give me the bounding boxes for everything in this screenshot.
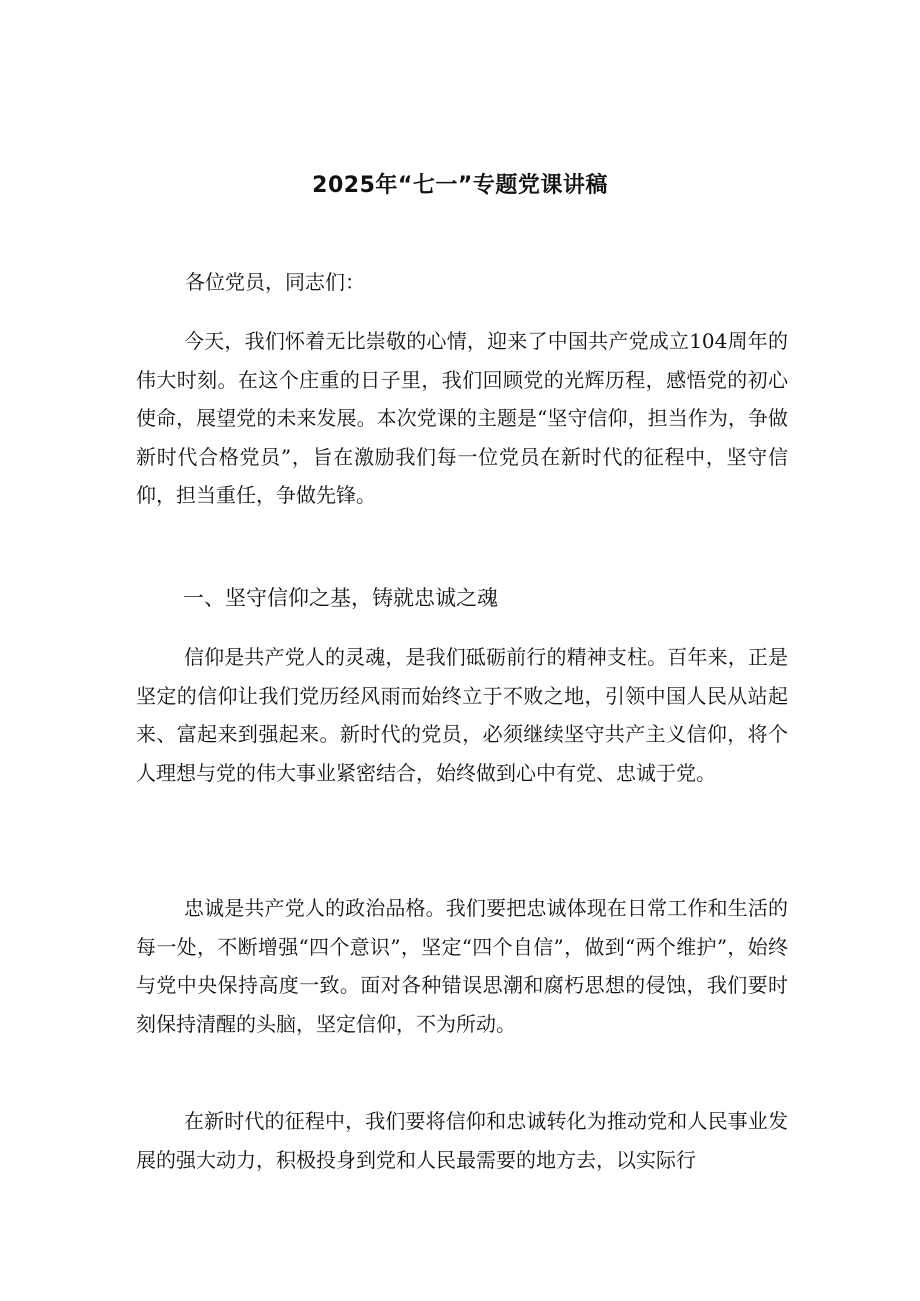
body-paragraph: 信仰是共产党人的灵魂，是我们砥砺前行的精神支柱。百年来，正是坚定的信仰让我们党历经风雨而始终立于不败之地，引领中国人民从站起来、富起来到强起来。新时代的党员，必须继续坚守共产主义信仰，将个人理想与党的伟大事业紧密结合，始终做到心中有党、忠诚于党。 xyxy=(136,645,788,785)
section-heading: 一、坚守信仰之基，铸就忠诚之魂 xyxy=(183,586,498,610)
body-paragraph: 忠诚是共产党人的政治品格。我们要把忠诚体现在日常工作和生活的每一处，不断增强“四个意识”，坚定“四个自信”，做到“两个维护”，始终与党中央保持高度一致。面对各种错误思潮和腐朽思想的侵蚀，我们要时刻保持清醒的头脑，坚定信仰，不为所动。 xyxy=(136,896,788,1036)
greeting-line: 各位党员，同志们： xyxy=(185,270,365,294)
intro-paragraph: 今天，我们怀着无比崇敬的心情，迎来了中国共产党成立104周年的伟大时刻。在这个庄重的日子里，我们回顾党的光辉历程，感悟党的初心使命，展望党的未来发展。本次党课的主题是“坚守信仰，担当作为，争做新时代合格党员”，旨在激励我们每一位党员在新时代的征程中，坚守信仰，担当重任，争做先锋。 xyxy=(136,329,788,507)
document-title: 2025年“七一”专题党课讲稿 xyxy=(312,173,608,198)
body-paragraph: 在新时代的征程中，我们要将信仰和忠诚转化为推动党和人民事业发展的强大动力，积极投身到党和人民最需要的地方去，以实际行 xyxy=(136,1109,788,1172)
